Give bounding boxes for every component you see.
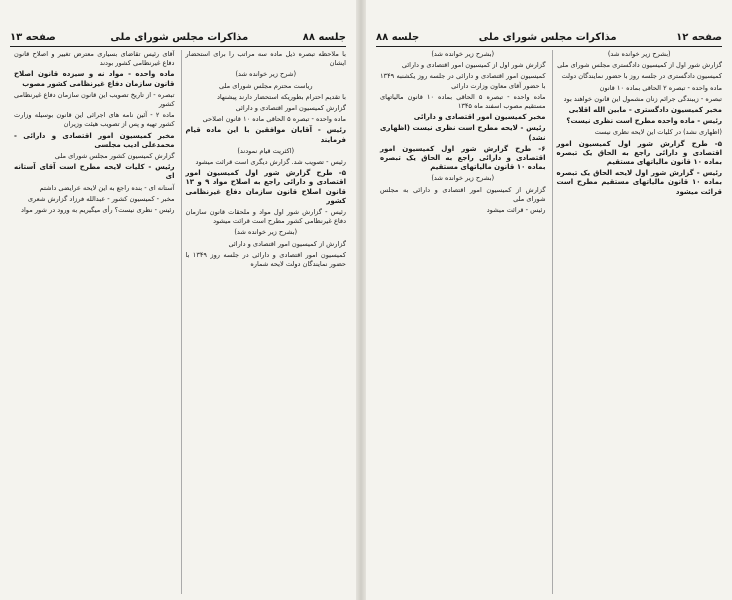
text-paragraph: رئیس - لایحه مطرح است نظری نیست (اظهاری نشد) (380, 124, 546, 142)
column-left (376, 50, 546, 594)
session-label: جلسه ۸۸ (376, 31, 420, 43)
text-paragraph: رئیس - نظری نیست؟ رأی میگیریم به ورود در شور مواد (21, 206, 175, 215)
text-paragraph: گزارش از کمیسیون امور اقتصادی و دارائی به مجلس شورای ملی (380, 185, 546, 203)
left-page (0, 0, 356, 600)
right-page (366, 0, 732, 600)
text-paragraph: آقای رئیس تقاضای بسیاری معترض تغییر و اصلاح قانون دفاع غیرنظامی کشور بودند (14, 50, 175, 68)
page-gutter (356, 0, 366, 600)
text-paragraph: (اکثریت قیام نمودند) (237, 146, 295, 155)
text-paragraph: کمیسیون امور اقتصادی و دارائی در جلسه روز یکشنبه ۱۳۴۹ با حضور آقای معاون وزارت دارائی (380, 72, 546, 90)
journal-title: مذاکرات مجلس شورای ملی (478, 31, 617, 43)
text-paragraph: کمیسیون دادگستری در جلسه روز با حضور نمایندگان دولت (561, 72, 722, 81)
column-right (552, 50, 723, 594)
text-paragraph: آستانه ای - بنده راجع به این لایحه عرایضی داشتم (39, 183, 175, 192)
page-header (10, 30, 346, 44)
text-paragraph: مخبر کمیسیون دادگستری - مابین الله اقلابی (568, 106, 722, 115)
text-paragraph: مخبر کمیسیون امور اقتصادی و دارائی - محمدعلی ادیب مجلسی (14, 131, 175, 149)
text-paragraph: گزارش کمیسیون کشور مجلس شورای ملی (54, 152, 175, 161)
column-right (181, 50, 347, 594)
header-rule (376, 46, 722, 47)
text-paragraph: مخبر کمیسیون امور اقتصادی و دارائی (413, 113, 546, 122)
text-paragraph: رئیس - تصویب شد. گزارش دیگری است قرائت میشود (195, 158, 346, 167)
text-paragraph: ۶- طرح گزارش شور اول کمیسیون امور اقتصادی و دارائی راجع به الحاق یک تبصره بماده ۱۰ قانون مالیاتهای مستقیم (380, 144, 546, 172)
text-paragraph: (بشرح زیر خوانده شد) (234, 228, 298, 237)
text-paragraph: رئیس - ماده واحده مطرح است نظری نیست؟ (566, 117, 722, 126)
text-paragraph: رئیس - کلیات لایحه مطرح است آقای آستانه ای (14, 163, 175, 181)
column-left (10, 50, 175, 594)
text-paragraph: گزارش شور اول از کمیسیون امور اقتصادی و دارائی (401, 61, 546, 70)
page-label: صفحه ۱۲ (676, 31, 722, 43)
text-paragraph: رئیس - گزارش شور اول مواد و ملحقات قانون سازمان دفاع غیرنظامی کشور مطرح است قرائت میشود (185, 208, 346, 226)
text-paragraph: رئیس - گزارش شور اول لایحه الحاق یک تبصره بماده ۱۰ قانون مالیاتهای مستقیم مطرح است قرائت میشود (556, 169, 722, 196)
text-paragraph: گزارش کمیسیون امور اقتصادی و دارائی (235, 104, 346, 113)
text-paragraph: کمیسیون امور اقتصادی و دارائی در جلسه روز ۱۳۴۹ با حضور نمایندگان دولت لایحه شماره (185, 250, 346, 269)
text-paragraph: (اظهاری نشد) در کلیات این لایحه نظری نیست (594, 128, 722, 137)
header-rule (10, 46, 346, 47)
text-paragraph: رئیس - آقایان موافقین با این ماده قیام فرمایند (185, 126, 346, 144)
text-paragraph: (شرح زیر خوانده شد) (235, 70, 297, 79)
text-paragraph: ریاست محترم مجلس شورای ملی (218, 81, 313, 90)
text-paragraph: (بشرح زیر خوانده شد) (431, 50, 495, 58)
text-paragraph: با تقدیم احترام بطوریکه استحضار دارند پیشنهاد (216, 92, 346, 101)
text-columns (376, 50, 722, 594)
journal-title: مذاکرات مجلس شورای ملی (110, 31, 249, 43)
session-label: جلسه ۸۸ (302, 31, 346, 43)
text-paragraph: ماده ۲ - آئین نامه های اجرائی این قانون بوسیله وزارت کشور تهیه و پس از تصویب هیئت وزیران (14, 111, 175, 129)
text-paragraph: رئیس - قرائت میشود (486, 206, 546, 215)
text-columns (10, 50, 346, 594)
page-header (376, 30, 722, 44)
text-paragraph: گزارش از کمیسیون امور اقتصادی و دارائی (228, 239, 346, 248)
text-paragraph: تبصره - زیبندگی جرائم زنان مشمول این قانون خواهند بود (563, 94, 722, 103)
text-paragraph: (بشرح زیر خوانده شد) (607, 50, 671, 58)
text-paragraph: ۵- طرح گزارش شور اول کمیسیون امور اقتصادی و دارائی راجع به اصلاح مواد ۹ و ۱۳ قانون اصلاح قانون سازمان دفاع غیرنظامی کشور (185, 169, 346, 205)
text-paragraph: (بشرح زیر خوانده شد) (431, 174, 495, 183)
text-paragraph: ماده واحده - مواد نه و سیزده قانون اصلاح قانون سازمان دفاع غیرنظامی کشور مصوب (14, 70, 175, 88)
text-paragraph: ماده واحده - تبصره ۵ الحاقی بماده ۱۰ قانون مالیاتهای مستقیم مصوب اسفند ماه ۱۳۴۵ (380, 92, 546, 111)
text-paragraph: تبصره - از تاریخ تصویب این قانون سازمان دفاع غیرنظامی کشور (14, 90, 175, 109)
text-paragraph: گزارش شور اول از کمیسیون دادگستری مجلس شورای ملی (557, 61, 722, 70)
text-paragraph: با ملاحظه تبصره ذیل ماده سه مراتب را برای استحضار ایشان (185, 50, 346, 68)
text-paragraph: ماده واحده - تبصره ۲ الحاقی بماده ۱۰ قانون (599, 83, 722, 92)
text-paragraph: مخبر - کمیسیون کشور - عبدالله فرزاد گزارش شعری (27, 194, 175, 203)
text-paragraph: ۵- طرح گزارش شور اول کمیسیون امور اقتصادی و دارائی راجع به الحاق یک تبصره بماده ۱۰ قانون مالیاتهای مستقیم (556, 139, 722, 167)
page-label: صفحه ۱۳ (10, 31, 56, 43)
text-paragraph: ماده واحده - تبصره ۵ الحاقی ماده ۱۰ قانون اصلاحی (202, 115, 346, 124)
